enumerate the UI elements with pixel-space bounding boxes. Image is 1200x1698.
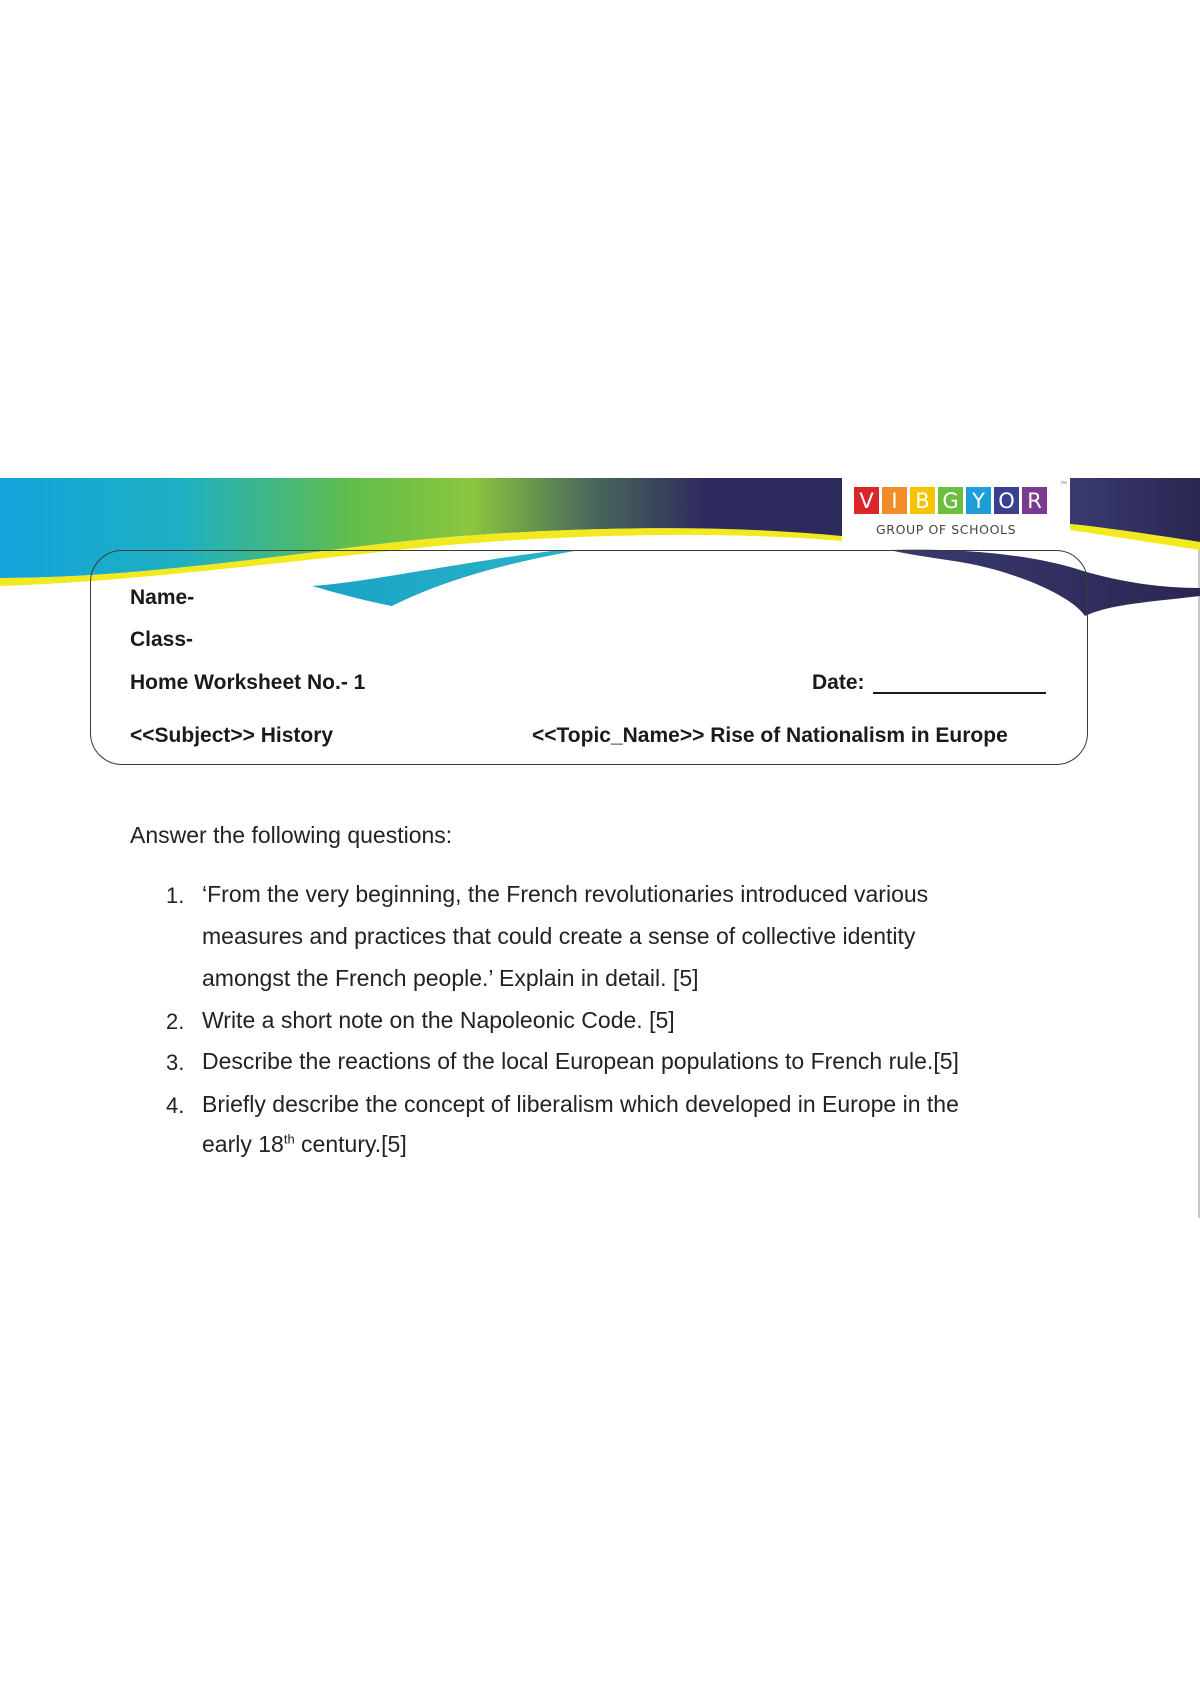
question-number: 3.	[166, 1050, 185, 1075]
logo-letter: I	[882, 487, 907, 514]
logo-letter: R	[1022, 487, 1047, 514]
question-1-line-2: measures and practices that could create a sense of collective identity	[202, 923, 916, 949]
class-label: Class-	[130, 628, 194, 651]
question-4-line-1: Briefly describe the concept of liberalism which developed in Europe in the	[202, 1091, 959, 1117]
worksheet-number-label: Home Worksheet No.- 1	[130, 671, 366, 694]
question-1-line-3: amongst the French people.’ Explain in detail. [5]	[202, 965, 699, 991]
date-blank-line	[873, 692, 1046, 694]
subject-label: <<Subject>> History	[130, 724, 334, 747]
question-3-line-1: Describe the reactions of the local European populations to French rule.[5]	[202, 1048, 959, 1074]
question-number: 4.	[166, 1093, 185, 1118]
logo-subtitle: GROUP OF SCHOOLS	[876, 522, 1017, 537]
question-4-line-2-prefix: early 18	[202, 1131, 284, 1157]
name-label: Name-	[130, 586, 195, 609]
instructions-text: Answer the following questions:	[130, 822, 453, 848]
logo-letters	[854, 487, 1047, 514]
question-1-line-1: ‘From the very beginning, the French revolutionaries introduced various	[202, 881, 929, 907]
logo-letter: V	[854, 487, 879, 514]
question-2-line-1: Write a short note on the Napoleonic Code. [5]	[202, 1007, 675, 1033]
question-4-line-2	[202, 1131, 407, 1158]
ordinal-superscript: th	[283, 1131, 295, 1147]
logo-trademark: ™	[1060, 481, 1067, 488]
vibgyor-logo	[842, 481, 1068, 537]
logo-letter: B	[910, 487, 935, 514]
logo-letter: Y	[966, 487, 991, 514]
date-label: Date:	[812, 671, 865, 694]
question-4-line-2-suffix: century.[5]	[294, 1131, 407, 1157]
topic-label: <<Topic_Name>> Rise of Nationalism in Europe	[532, 724, 1008, 747]
logo-letter: O	[994, 487, 1019, 514]
question-number: 2.	[166, 1009, 185, 1034]
question-number: 1.	[166, 883, 185, 908]
logo-letter: G	[938, 487, 963, 514]
